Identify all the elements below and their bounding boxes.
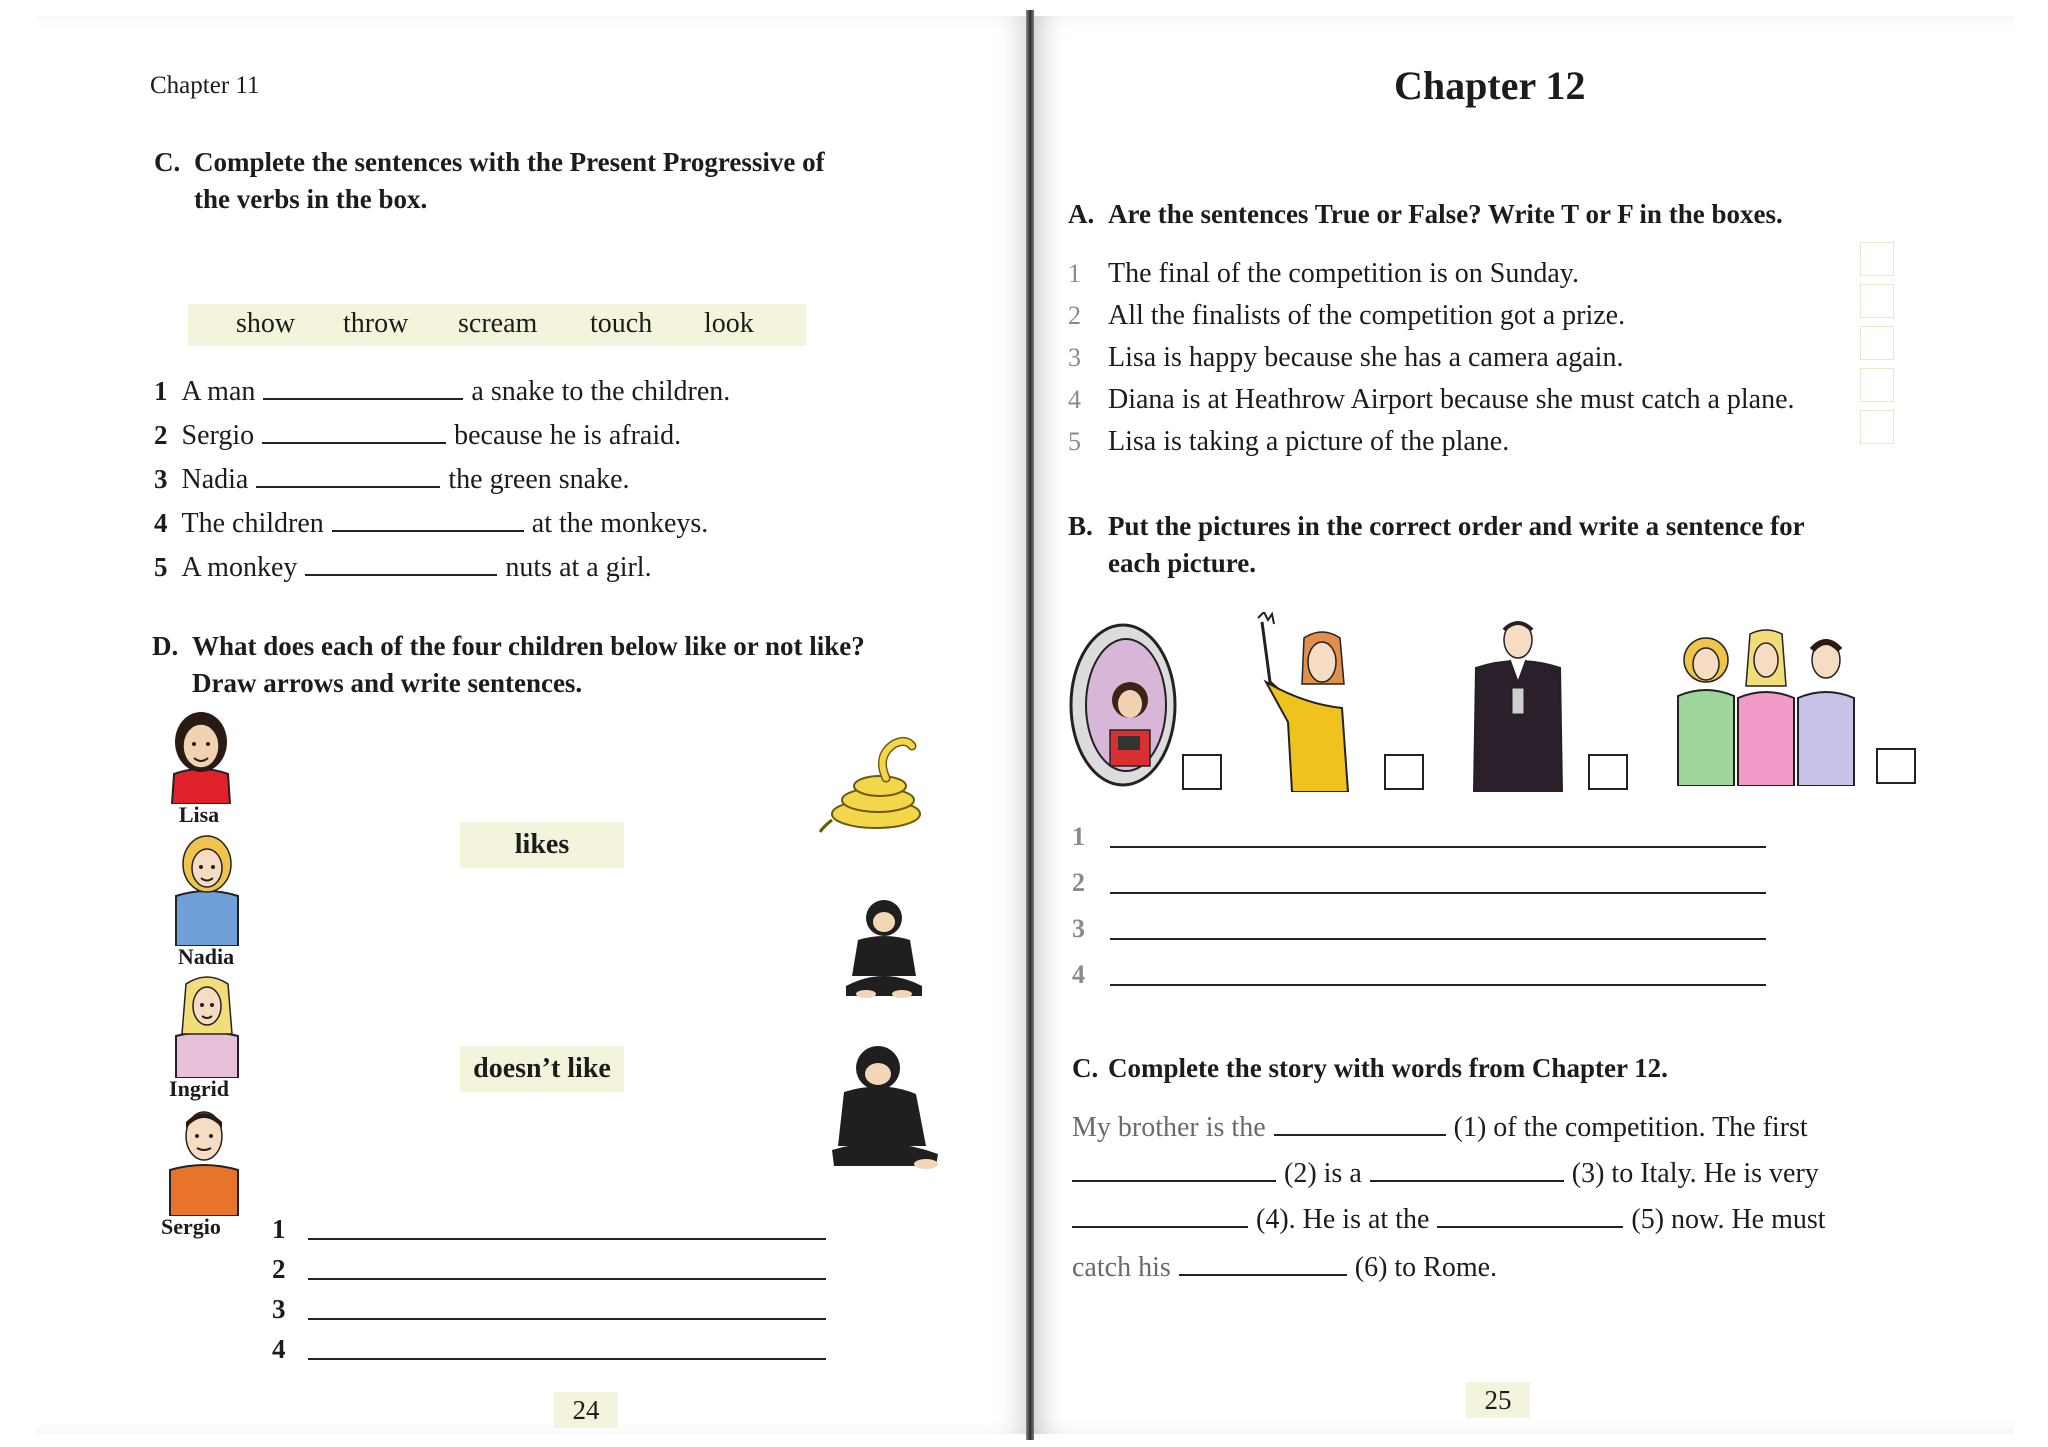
- gorilla-icon: [826, 1042, 942, 1170]
- answer-number: 4: [1072, 960, 1085, 989]
- section-b-heading: [1068, 508, 1968, 582]
- answer-line[interactable]: [308, 1238, 826, 1240]
- instruction-line: the verbs in the box.: [194, 184, 428, 214]
- section-letter: B.: [1068, 511, 1093, 541]
- presenter-picture: [1468, 612, 1568, 792]
- instruction-line: What does each of the four children below like or not like?: [192, 631, 865, 661]
- word-box-item: touch: [590, 308, 653, 339]
- list-item: [1068, 342, 1623, 374]
- word-box-item: scream: [458, 308, 538, 339]
- item-number: 3: [154, 464, 168, 494]
- answer-number: 1: [1072, 822, 1085, 851]
- item-text: nuts at a girl.: [505, 552, 652, 583]
- tf-answer-box[interactable]: [1860, 284, 1894, 318]
- child-name: Nadia: [177, 944, 235, 969]
- story-blank[interactable]: [1370, 1158, 1564, 1182]
- item-text: Sergio: [181, 420, 255, 451]
- order-box[interactable]: [1182, 754, 1222, 790]
- answer-blank[interactable]: [263, 376, 463, 400]
- instruction-line: Put the pictures in the correct order and write a sentence for: [1108, 511, 1805, 541]
- word-box-item: look: [704, 308, 754, 339]
- answer-line[interactable]: [308, 1318, 826, 1320]
- list-item: [1068, 426, 1509, 458]
- chimp-icon: [836, 896, 932, 1000]
- story-line: [1072, 1252, 1497, 1284]
- section-letter: D.: [152, 631, 179, 661]
- story-line: [1072, 1112, 1808, 1144]
- item-text: The final of the competition is on Sunday.: [1108, 258, 1579, 289]
- answer-line[interactable]: [308, 1278, 826, 1280]
- story-text: (5) now. He must: [1631, 1204, 1826, 1235]
- item-text: Nadia: [181, 464, 249, 495]
- story-blank[interactable]: [1274, 1112, 1446, 1136]
- child-name: Lisa: [178, 802, 220, 827]
- item-text: Lisa is taking a picture of the plane.: [1108, 426, 1510, 457]
- page-number: 24: [554, 1392, 618, 1428]
- answer-number: 3: [1072, 914, 1085, 943]
- answer-blank[interactable]: [256, 464, 440, 488]
- list-item: [1068, 384, 1795, 416]
- ingrid-portrait: [172, 974, 242, 1078]
- tf-answer-box[interactable]: [1860, 368, 1894, 402]
- child-name: Sergio: [161, 1214, 221, 1239]
- tf-answer-box[interactable]: [1860, 410, 1894, 444]
- item-number: 5: [1068, 427, 1081, 456]
- doesnt-like-label: doesn’t like: [460, 1046, 624, 1092]
- list-item: [154, 464, 630, 496]
- story-text: catch his: [1072, 1252, 1171, 1283]
- section-c-heading: [1072, 1050, 1892, 1087]
- list-item: [154, 420, 681, 452]
- item-text: A monkey: [181, 552, 298, 583]
- instruction-line: Draw arrows and write sentences.: [192, 668, 583, 698]
- instruction-line: Complete the story with words from Chapter 12.: [1108, 1053, 1668, 1083]
- lisa-portrait: [166, 704, 236, 804]
- instruction-line: Complete the sentences with the Present Progressive of: [194, 147, 825, 177]
- answer-blank[interactable]: [305, 552, 497, 576]
- waving-woman-picture: [1252, 612, 1356, 792]
- tf-answer-box[interactable]: [1860, 326, 1894, 360]
- list-item: [154, 508, 708, 540]
- answer-number: 2: [1072, 868, 1085, 897]
- word-box-item: show: [236, 308, 296, 339]
- story-blank[interactable]: [1437, 1204, 1623, 1228]
- answer-number: 1: [272, 1214, 286, 1244]
- instruction-line: each picture.: [1108, 548, 1256, 578]
- section-letter: C.: [154, 147, 181, 177]
- instruction-line: Are the sentences True or False? Write T or F in the boxes.: [1108, 199, 1783, 229]
- item-number: 3: [1068, 343, 1081, 372]
- answer-line[interactable]: [308, 1358, 826, 1360]
- story-text: (1) of the competition. The first: [1453, 1112, 1808, 1143]
- section-d-heading: [152, 628, 952, 702]
- page-number: 25: [1466, 1382, 1530, 1418]
- nadia-portrait: [172, 834, 242, 946]
- word-box: [188, 304, 806, 346]
- right-page: [1034, 16, 2014, 1434]
- item-number: 2: [1068, 301, 1081, 330]
- list-item: [1068, 300, 1625, 332]
- story-text: (3) to Italy. He is very: [1571, 1158, 1819, 1189]
- answer-number: 2: [272, 1254, 286, 1284]
- child-name: Ingrid: [169, 1076, 229, 1101]
- item-text: A man: [181, 376, 256, 407]
- answer-line[interactable]: [1110, 984, 1766, 986]
- item-text: Lisa is happy because she has a camera again.: [1108, 342, 1624, 373]
- story-line: [1072, 1204, 1826, 1236]
- answer-line[interactable]: [1110, 938, 1766, 940]
- item-text: at the monkeys.: [531, 508, 709, 539]
- item-text: The children: [181, 508, 324, 539]
- story-text: (2) is a: [1284, 1158, 1362, 1189]
- item-number: 4: [1068, 385, 1081, 414]
- answer-line[interactable]: [1110, 892, 1766, 894]
- item-number: 5: [154, 552, 168, 582]
- section-letter: C.: [1072, 1053, 1099, 1083]
- section-c-heading: [154, 144, 874, 218]
- window-girl-picture: [1068, 620, 1178, 790]
- running-head: Chapter 11: [150, 72, 260, 99]
- likes-label: likes: [460, 822, 624, 868]
- list-item: [154, 376, 730, 408]
- item-number: 1: [1068, 259, 1081, 288]
- item-number: 2: [154, 420, 168, 450]
- story-line: [1072, 1158, 1819, 1190]
- word-box-item: throw: [343, 308, 409, 339]
- order-box[interactable]: [1588, 754, 1628, 790]
- item-text: a snake to the children.: [471, 376, 731, 407]
- section-a-heading: [1068, 196, 1928, 233]
- chapter-title: Chapter 12: [1394, 63, 1586, 108]
- story-text: (6) to Rome.: [1354, 1252, 1498, 1283]
- three-finalists-picture: [1676, 626, 1856, 786]
- story-text: (4). He is at the: [1256, 1204, 1430, 1235]
- item-text: because he is afraid.: [454, 420, 682, 451]
- item-text: the green snake.: [448, 464, 630, 495]
- sergio-portrait: [166, 1106, 242, 1216]
- item-number: 4: [154, 508, 168, 538]
- answer-line[interactable]: [1110, 846, 1766, 848]
- list-item: [1068, 258, 1579, 290]
- answer-number: 4: [272, 1334, 286, 1364]
- item-text: All the finalists of the competition got a prize.: [1108, 300, 1626, 331]
- list-item: [154, 552, 652, 584]
- answer-number: 3: [272, 1294, 286, 1324]
- tf-answer-box[interactable]: [1860, 242, 1894, 276]
- item-text: Diana is at Heathrow Airport because she must catch a plane.: [1108, 384, 1795, 415]
- left-page: [36, 16, 1026, 1434]
- story-text: My brother is the: [1072, 1112, 1266, 1143]
- order-box[interactable]: [1384, 754, 1424, 790]
- story-blank[interactable]: [1072, 1158, 1276, 1182]
- story-blank[interactable]: [1179, 1252, 1347, 1276]
- book-spine: [1026, 10, 1034, 1440]
- snake-icon: [816, 726, 926, 836]
- story-blank[interactable]: [1072, 1204, 1248, 1228]
- answer-blank[interactable]: [262, 420, 446, 444]
- item-number: 1: [154, 376, 168, 406]
- section-letter: A.: [1068, 199, 1095, 229]
- answer-blank[interactable]: [332, 508, 524, 532]
- order-box[interactable]: [1876, 748, 1916, 784]
